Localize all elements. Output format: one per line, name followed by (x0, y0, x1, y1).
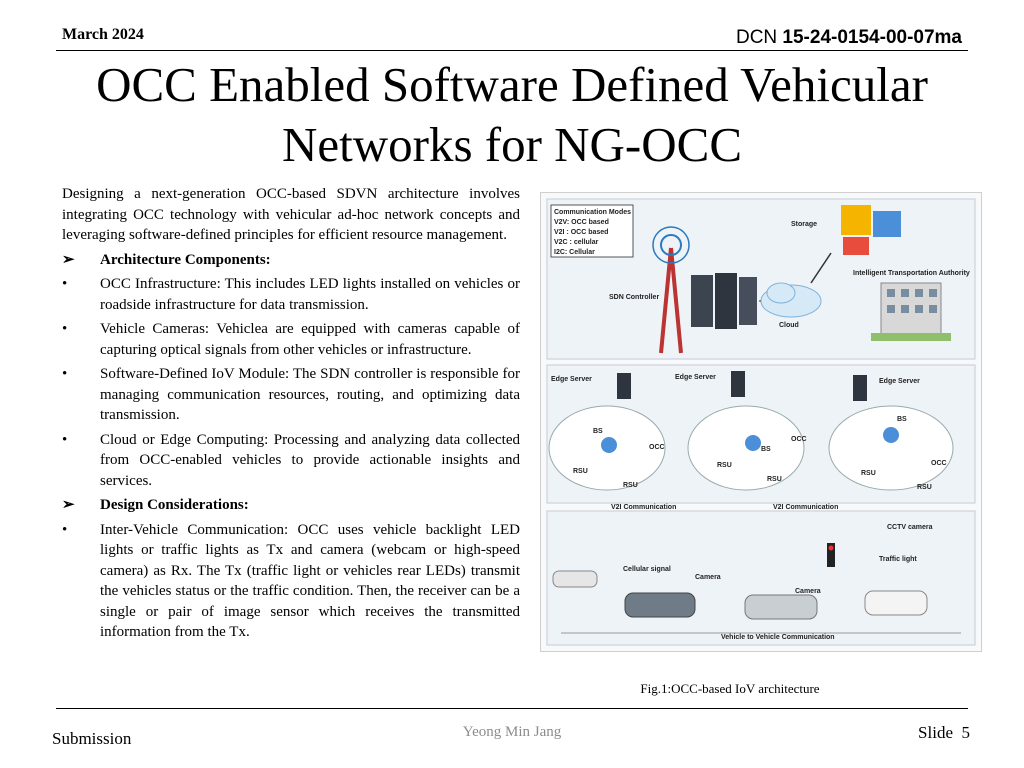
ita-label: Intelligent Transportation Authority (853, 270, 970, 277)
sdn-controller-label: SDN Controller (609, 294, 660, 301)
v2v-label: Vehicle to Vehicle Communication (721, 634, 835, 641)
intro-paragraph: Designing a next-generation OCC-based SDVN architecture involves integrating OCC technology with vehicular ad-hoc network concepts and leveraging software-defined principles for efficient resource management. (62, 186, 520, 243)
arrow-bullet-icon: ➢ (62, 251, 75, 268)
bullet-icon: • (62, 366, 68, 382)
rsu-label-5: RSU (861, 470, 876, 477)
mode-v2v: V2V: OCC based (554, 219, 609, 226)
list-item (62, 430, 520, 492)
header-rule (56, 50, 968, 51)
occ-label-3: OCC (931, 460, 947, 467)
mode-v2c: V2C : cellular (554, 239, 599, 246)
bullet-icon: • (62, 276, 68, 292)
cellular-signal-label: Cellular signal (623, 566, 671, 573)
rsu-label-6: RSU (917, 484, 932, 491)
list-item-text: Vehicle Cameras: Vehiclea are equipped with cameras capable of capturing optical signals from other vehicles or infrastructure. (100, 321, 520, 358)
rsu-label-2: RSU (623, 482, 638, 489)
slide-label: Slide (918, 723, 953, 742)
bs-label-2: BS (761, 446, 771, 453)
edge-server-label-1: Edge Server (551, 376, 592, 383)
rsu-label-1: RSU (573, 468, 588, 475)
traffic-light-label: Traffic light (879, 556, 917, 563)
server-rack-icon (691, 273, 757, 329)
rsu-label-4: RSU (767, 476, 782, 483)
edge-server-label-3: Edge Server (879, 378, 920, 385)
bs-label-3: BS (897, 416, 907, 423)
section-heading-architecture (62, 250, 520, 271)
mode-i2c: I2C: Cellular (554, 249, 595, 256)
list-item-text: Cloud or Edge Computing: Processing and analyzing data collected from OCC-enabled vehicles to provide actionable insights and services. (100, 431, 520, 489)
body-text (62, 184, 520, 647)
list-item (62, 364, 520, 426)
edge-server-label-2: Edge Server (675, 374, 716, 381)
figure-caption: Fig.1:OCC-based IoV architecture (640, 681, 820, 696)
title-line-1: OCC Enabled Software Defined Vehicular (96, 57, 928, 112)
bullet-icon: • (62, 521, 68, 538)
title-line-2: Networks for NG-OCC (282, 117, 742, 172)
bullet-icon: • (62, 321, 68, 337)
dcn-number: 15-24-0154-00-07ma (782, 27, 962, 48)
header-date: March 2024 (62, 26, 144, 43)
section-heading-design (62, 495, 520, 516)
rsu-label-3: RSU (717, 462, 732, 469)
footer-submission: Submission (52, 729, 132, 748)
footer-rule (56, 708, 968, 709)
occ-label-1: OCC (649, 444, 665, 451)
bullet-icon: • (62, 431, 68, 448)
header-dcn (736, 27, 962, 49)
dcn-prefix: DCN (735, 27, 778, 48)
list-item (62, 520, 520, 643)
camera-label-2: Camera (795, 588, 821, 595)
cloud-label: Cloud (779, 322, 799, 329)
arrow-bullet-icon: ➢ (62, 497, 75, 513)
list-item-text: Inter-Vehicle Communication: OCC uses vehicle backlight LED lights or traffic lights as Tx and camera (webcam or high-speed camera) as Rx. The Tx (traffic light or vehicles rear LEDs) transmit the vehicles status or the traffic condition. Then, the receiver can be a single or pair of image sensor which receives the transmitted information from the Tx. (100, 521, 520, 640)
occ-label-2: OCC (791, 436, 807, 443)
camera-label-1: Camera (695, 574, 721, 581)
v2i-label-1: V2I Communication (611, 504, 677, 511)
slide-title (40, 55, 984, 175)
content-list (62, 250, 520, 643)
footer-author: Yeong Min Jang (462, 724, 562, 740)
modes-title: Communication Modes (554, 209, 632, 216)
section-heading-text: Architecture Components: (100, 251, 271, 268)
slide-number: 5 (961, 723, 970, 742)
section-heading-text: Design Considerations: (100, 497, 249, 513)
cctv-label: CCTV camera (887, 524, 933, 531)
building-icon (871, 283, 951, 341)
mode-v2i: V2I : OCC based (554, 229, 609, 236)
architecture-figure (540, 192, 982, 652)
bs-label-1: BS (593, 428, 603, 435)
traffic-light-icon (827, 543, 835, 567)
storage-label: Storage (791, 221, 818, 228)
list-item (62, 319, 520, 360)
list-item-text: Software-Defined IoV Module: The SDN controller is responsible for managing communication resources, routing, and optimizing data transmission. (100, 366, 520, 423)
footer-slide (918, 723, 970, 743)
list-item (62, 274, 520, 315)
v2i-label-2: V2I Communication (773, 504, 839, 511)
list-item-text: OCC Infrastructure: This includes LED lights installed on vehicles or roadside infrastructure for data transmission. (100, 276, 520, 313)
